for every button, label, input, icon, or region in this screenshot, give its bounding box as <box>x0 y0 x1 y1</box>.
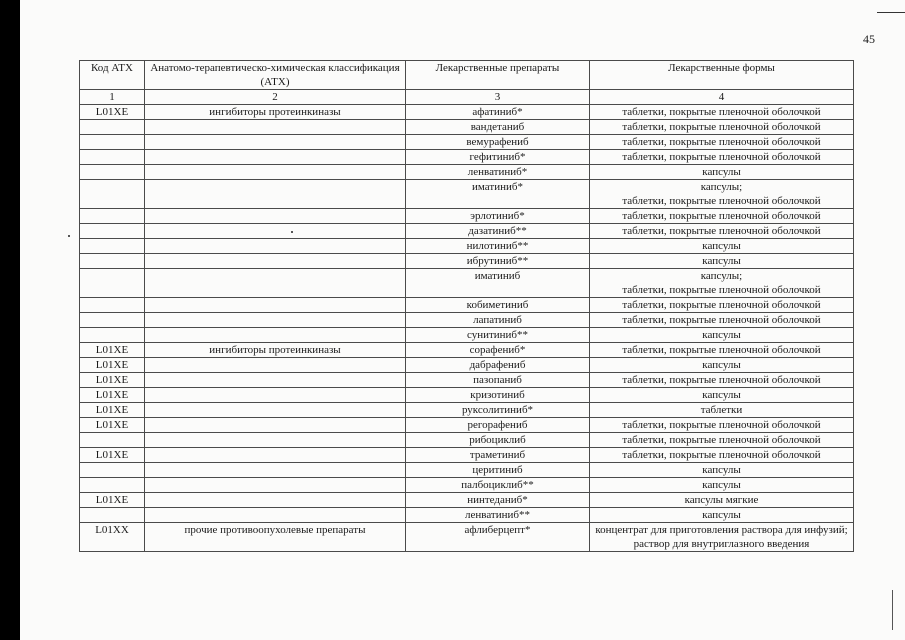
dosage-form-cell: капсулы <box>590 508 854 523</box>
atc-code-cell <box>80 209 145 224</box>
classification-cell <box>145 239 406 254</box>
text-line: концентрат для приготовления раствора для инфузий; <box>595 524 848 536</box>
text-line: таблетки, покрытые пленочной оболочкой <box>622 284 821 296</box>
drug-name-cell: церитиниб <box>406 463 590 478</box>
drug-name-cell: траметиниб <box>406 448 590 463</box>
dosage-form-cell: капсулы <box>590 358 854 373</box>
atc-code-cell: L01XX <box>80 523 145 552</box>
dosage-form-cell <box>590 269 854 298</box>
drug-name-cell: сунитиниб** <box>406 328 590 343</box>
drug-name-cell: ибрутиниб** <box>406 254 590 269</box>
atc-code-cell <box>80 478 145 493</box>
atc-code-cell <box>80 433 145 448</box>
table-row <box>80 209 854 224</box>
drug-name-cell: вемурафениб <box>406 135 590 150</box>
atc-code-cell: L01XE <box>80 448 145 463</box>
dosage-form-cell: таблетки, покрытые пленочной оболочкой <box>590 298 854 313</box>
text-line: капсулы; <box>700 270 743 282</box>
classification-cell <box>145 388 406 403</box>
table-row <box>80 328 854 343</box>
classification-cell <box>145 463 406 478</box>
table-row <box>80 150 854 165</box>
table-row <box>80 135 854 150</box>
scan-edge-shadow <box>0 0 20 640</box>
table-row <box>80 343 854 358</box>
atc-code-cell: L01XE <box>80 493 145 508</box>
drug-name-cell: пазопаниб <box>406 373 590 388</box>
classification-cell <box>145 209 406 224</box>
text-line: капсулы; <box>700 181 743 193</box>
header-classification: Анатомо-терапевтическо-химическая классификация (АТХ) <box>145 61 406 90</box>
classification-cell <box>145 254 406 269</box>
classification-cell <box>145 269 406 298</box>
dosage-form-cell: таблетки, покрытые пленочной оболочкой <box>590 313 854 328</box>
classification-cell <box>145 313 406 328</box>
column-number: 2 <box>145 90 406 105</box>
drug-name-cell: афлиберцепт* <box>406 523 590 552</box>
drug-name-cell: палбоциклиб** <box>406 478 590 493</box>
classification-cell <box>145 373 406 388</box>
drug-name-cell: эрлотиниб* <box>406 209 590 224</box>
atc-code-cell <box>80 254 145 269</box>
table-row <box>80 403 854 418</box>
atc-code-cell: L01XE <box>80 403 145 418</box>
table-row <box>80 224 854 239</box>
atc-code-cell: L01XE <box>80 388 145 403</box>
dosage-form-cell: капсулы <box>590 478 854 493</box>
table-row <box>80 254 854 269</box>
table-row <box>80 448 854 463</box>
classification-cell <box>145 433 406 448</box>
classification-cell <box>145 508 406 523</box>
atc-code-cell <box>80 135 145 150</box>
table-header-row <box>80 61 854 90</box>
classification-cell <box>145 493 406 508</box>
drug-name-cell: лапатиниб <box>406 313 590 328</box>
dosage-form-cell: таблетки, покрытые пленочной оболочкой <box>590 135 854 150</box>
atc-code-cell <box>80 165 145 180</box>
atc-code-cell <box>80 313 145 328</box>
drug-name-cell: гефитиниб* <box>406 150 590 165</box>
column-number: 1 <box>80 90 145 105</box>
classification-cell <box>145 418 406 433</box>
header-code: Код АТХ <box>80 61 145 90</box>
classification-cell <box>145 135 406 150</box>
classification-cell <box>145 120 406 135</box>
classification-cell: ингибиторы протеинкиназы <box>145 105 406 120</box>
dosage-form-cell: капсулы <box>590 254 854 269</box>
dosage-form-cell: таблетки, покрытые пленочной оболочкой <box>590 224 854 239</box>
dosage-form-cell: таблетки, покрытые пленочной оболочкой <box>590 150 854 165</box>
atc-code-cell <box>80 508 145 523</box>
dosage-form-cell: таблетки, покрытые пленочной оболочкой <box>590 418 854 433</box>
atc-code-cell: L01XE <box>80 373 145 388</box>
dosage-form-cell: таблетки, покрытые пленочной оболочкой <box>590 448 854 463</box>
drug-name-cell: иматиниб* <box>406 180 590 209</box>
classification-cell <box>145 448 406 463</box>
classification-cell <box>145 298 406 313</box>
classification-cell <box>145 224 406 239</box>
table-body <box>80 105 854 552</box>
atc-code-cell: L01XE <box>80 343 145 358</box>
table-row <box>80 120 854 135</box>
table-row <box>80 269 854 298</box>
atc-code-cell <box>80 298 145 313</box>
atc-code-cell <box>80 463 145 478</box>
drug-name-cell: руксолитиниб* <box>406 403 590 418</box>
dosage-form-cell: капсулы <box>590 388 854 403</box>
atc-code-cell: L01XE <box>80 358 145 373</box>
dosage-form-cell: таблетки, покрытые пленочной оболочкой <box>590 209 854 224</box>
atc-code-cell: L01XE <box>80 418 145 433</box>
scan-mark <box>877 12 905 13</box>
column-number: 3 <box>406 90 590 105</box>
classification-cell: прочие противоопухолевые препараты <box>145 523 406 552</box>
drug-name-cell: ленватиниб** <box>406 508 590 523</box>
dosage-form-cell: таблетки, покрытые пленочной оболочкой <box>590 120 854 135</box>
drug-name-cell: вандетаниб <box>406 120 590 135</box>
text-line: таблетки, покрытые пленочной оболочкой <box>622 195 821 207</box>
atc-code-cell: L01XE <box>80 105 145 120</box>
table-row <box>80 105 854 120</box>
scan-speck <box>68 235 70 237</box>
table-row <box>80 523 854 552</box>
dosage-form-cell: капсулы <box>590 328 854 343</box>
header-drugs: Лекарственные препараты <box>406 61 590 90</box>
column-number: 4 <box>590 90 854 105</box>
drug-name-cell: кобиметиниб <box>406 298 590 313</box>
table-row <box>80 358 854 373</box>
table-row <box>80 373 854 388</box>
table-row <box>80 433 854 448</box>
classification-cell <box>145 165 406 180</box>
dosage-form-cell: таблетки <box>590 403 854 418</box>
atc-code-cell <box>80 224 145 239</box>
drug-name-cell: ленватиниб* <box>406 165 590 180</box>
table-row <box>80 239 854 254</box>
classification-cell: ингибиторы протеинкиназы <box>145 343 406 358</box>
atc-table <box>79 60 854 552</box>
dosage-form-cell: таблетки, покрытые пленочной оболочкой <box>590 373 854 388</box>
classification-cell <box>145 180 406 209</box>
classification-cell <box>145 150 406 165</box>
dosage-form-cell: капсулы <box>590 239 854 254</box>
text-line: раствор для внутриглазного введения <box>633 538 810 550</box>
drug-name-cell: дабрафениб <box>406 358 590 373</box>
table-row <box>80 388 854 403</box>
dosage-form-cell: капсулы <box>590 165 854 180</box>
drug-name-cell: регорафениб <box>406 418 590 433</box>
table-row <box>80 180 854 209</box>
atc-code-cell <box>80 328 145 343</box>
drug-name-cell: сорафениб* <box>406 343 590 358</box>
dosage-form-cell: таблетки, покрытые пленочной оболочкой <box>590 433 854 448</box>
atc-code-cell <box>80 239 145 254</box>
table-row <box>80 508 854 523</box>
drug-name-cell: кризотиниб <box>406 388 590 403</box>
classification-cell <box>145 478 406 493</box>
atc-code-cell <box>80 120 145 135</box>
table-row <box>80 418 854 433</box>
scan-mark <box>892 590 893 630</box>
dosage-form-cell <box>590 180 854 209</box>
drug-name-cell: нилотиниб** <box>406 239 590 254</box>
dosage-form-cell: таблетки, покрытые пленочной оболочкой <box>590 343 854 358</box>
drug-name-cell: афатиниб* <box>406 105 590 120</box>
table-row <box>80 165 854 180</box>
table-row <box>80 313 854 328</box>
drug-name-cell: дазатиниб** <box>406 224 590 239</box>
classification-cell <box>145 403 406 418</box>
atc-code-cell <box>80 269 145 298</box>
header-forms: Лекарственные формы <box>590 61 854 90</box>
drug-name-cell: рибоциклиб <box>406 433 590 448</box>
table-row <box>80 298 854 313</box>
atc-code-cell <box>80 180 145 209</box>
dosage-form-cell: капсулы мягкие <box>590 493 854 508</box>
drug-name-cell: нинтеданиб* <box>406 493 590 508</box>
atc-code-cell <box>80 150 145 165</box>
table-row <box>80 478 854 493</box>
dosage-form-cell: таблетки, покрытые пленочной оболочкой <box>590 105 854 120</box>
table-row <box>80 463 854 478</box>
classification-cell <box>145 358 406 373</box>
drug-name-cell: иматиниб <box>406 269 590 298</box>
page-number: 45 <box>863 32 875 46</box>
classification-cell <box>145 328 406 343</box>
table-row <box>80 493 854 508</box>
dosage-form-cell <box>590 523 854 552</box>
column-number-row <box>80 90 854 105</box>
dosage-form-cell: капсулы <box>590 463 854 478</box>
